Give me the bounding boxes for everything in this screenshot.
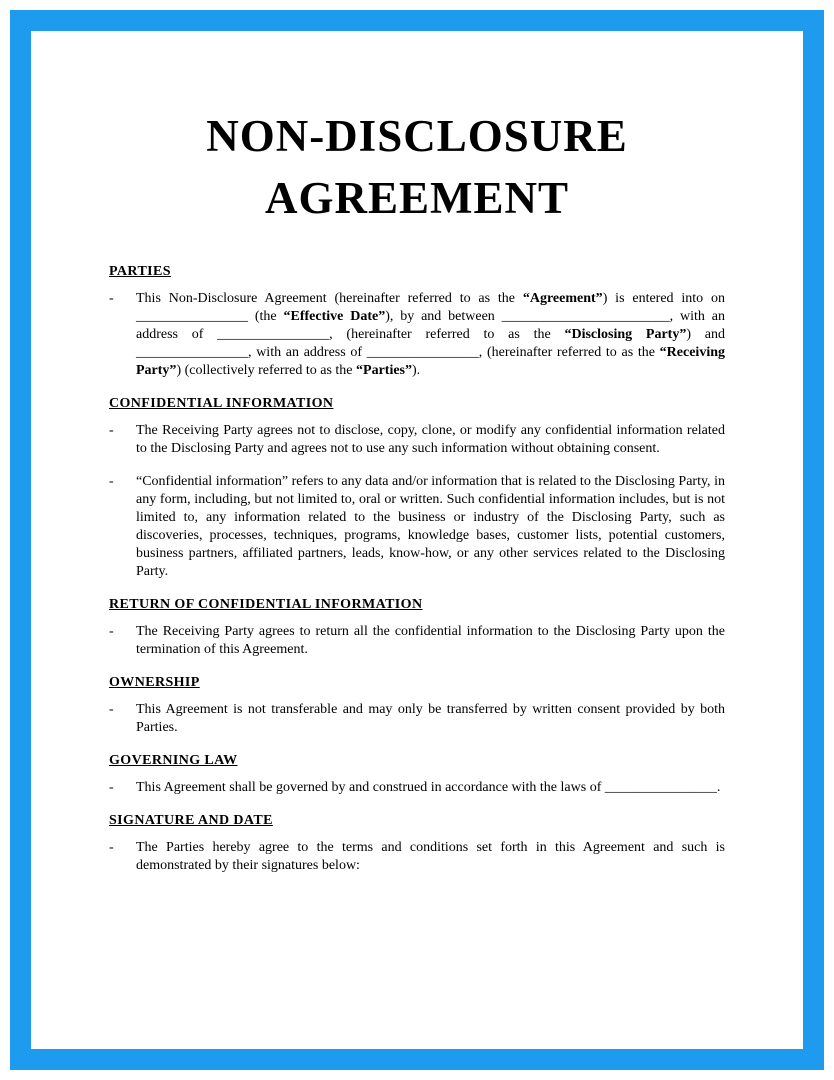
bullet-dash: - [109,423,114,439]
paragraph-signature-1: The Parties hereby agree to the terms and conditions set forth in this Agreement and such is demonstrated by their signatures below: [136,840,725,874]
section-heading-parties: PARTIES [109,264,171,280]
bullet-dash: - [109,840,114,856]
document-title-line2: AGREEMENT [264,173,570,224]
paragraph-governing-law-1: This Agreement shall be governed by and construed in accordance with the laws of ________________. [136,780,721,796]
list-item [109,422,725,458]
section-heading-ownership: OWNERSHIP [109,675,200,691]
section-heading-signature-and-date: SIGNATURE AND DATE [109,813,273,829]
section-signature-and-date [109,812,725,875]
section-heading-governing-law: GOVERNING LAW [109,753,238,769]
list-item [109,473,725,581]
document-content [31,31,803,875]
paragraph-return-1: The Receiving Party agrees to return all the confidential information to the Disclosing Party upon the termination of this Agreement. [136,624,725,658]
paragraph-ownership-1: This Agreement is not transferable and may only be transferred by written consent provided by both Parties. [136,702,725,736]
document-title-line1: NON-DISCLOSURE [206,111,628,161]
section-return-of-confidential-information [109,596,725,659]
list-item [109,623,725,659]
page-border-frame [10,10,824,1070]
bullet-dash: - [109,780,114,796]
list-item [109,290,725,380]
list-item [109,839,725,875]
paragraph-parties-1: This Non-Disclosure Agreement (hereinafter referred to as the “Agreement”) is entered into on ________________ (the “Effective Date”), by and between ________________________, with an address of ________________, (hereinafter referred to as the “Disclosing Party”) and ________________, with an address of ________________, (hereinafter referred to as the “Receiving Party”) (collectively referred to as the “Parties”). [136,291,725,379]
section-governing-law [109,752,725,797]
section-ownership [109,674,725,737]
bullet-dash: - [109,624,114,640]
paragraph-confidential-1: The Receiving Party agrees not to disclose, copy, clone, or modify any confidential information related to the Disclosing Party and agrees not to use any such information without obtaining consent. [136,423,725,457]
paragraph-confidential-2: “Confidential information” refers to any data and/or information that is related to the Disclosing Party, in any form, including, but not limited to, oral or written. Such confidential information includes, but is not limited to, any information related to the business or industry of the Disclosing Party, such as discoveries, processes, techniques, programs, knowledge bases, customer lists, potential customers, business partners, affiliated partners, leads, know-how, or any other services related to the Disclosing Party. [136,474,725,580]
list-item [109,779,725,797]
section-heading-confidential-information: CONFIDENTIAL INFORMATION [109,396,334,412]
bullet-dash: - [109,702,114,718]
section-confidential-information [109,395,725,581]
document-title [109,105,725,229]
bullet-dash: - [109,474,114,490]
bullet-dash: - [109,291,114,307]
section-heading-return-of-confidential-information: RETURN OF CONFIDENTIAL INFORMATION [109,597,423,613]
list-item [109,701,725,737]
section-parties [109,263,725,380]
